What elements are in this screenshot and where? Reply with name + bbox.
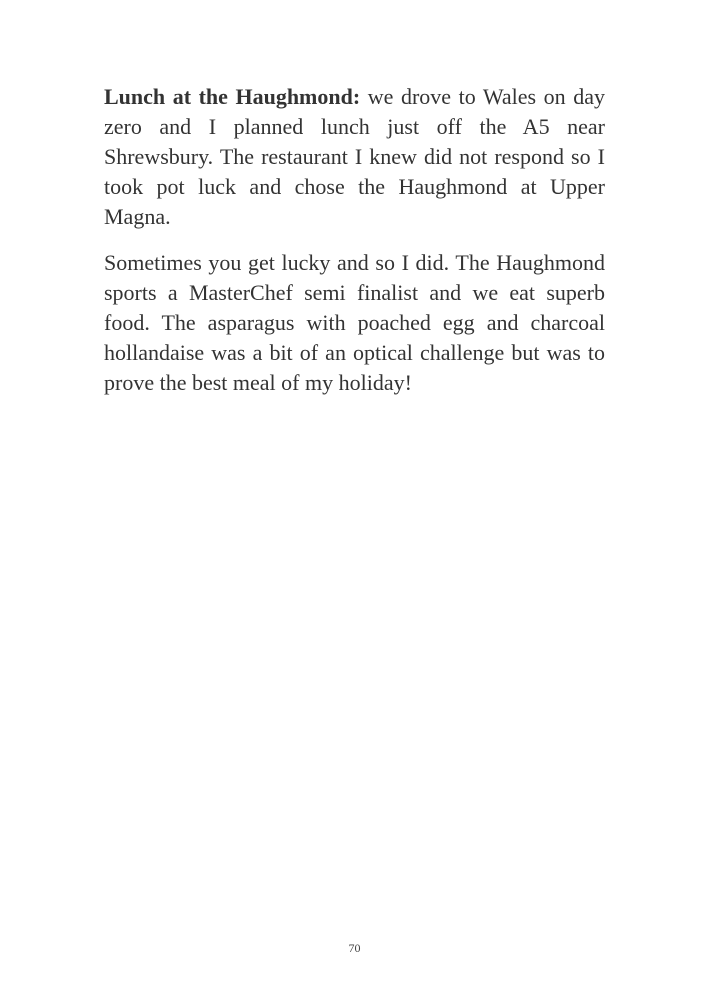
- paragraph-text: Sometimes you get lucky and so I did. The Haughmond sports a MasterChef semi finalist and we eat superb food. The asparagus with poached egg and charcoal hollandaise was a bit of an optical challenge but was to prove the best meal of my holiday!: [104, 250, 605, 395]
- body-text: [104, 82, 605, 414]
- paragraph-heading: Lunch at the Haughmond:: [104, 84, 361, 109]
- page-number: 70: [348, 941, 361, 955]
- paragraph-sometimes-lucky: [104, 248, 605, 398]
- paragraph-lunch-at-haughmond: [104, 82, 605, 232]
- paragraph-text: we drove to Wales on day zero and I planned lunch just off the A5 near Shrewsbury. The restaurant I knew did not respond so I took pot luck and chose the Haughmond at Upper Magna.: [104, 84, 605, 229]
